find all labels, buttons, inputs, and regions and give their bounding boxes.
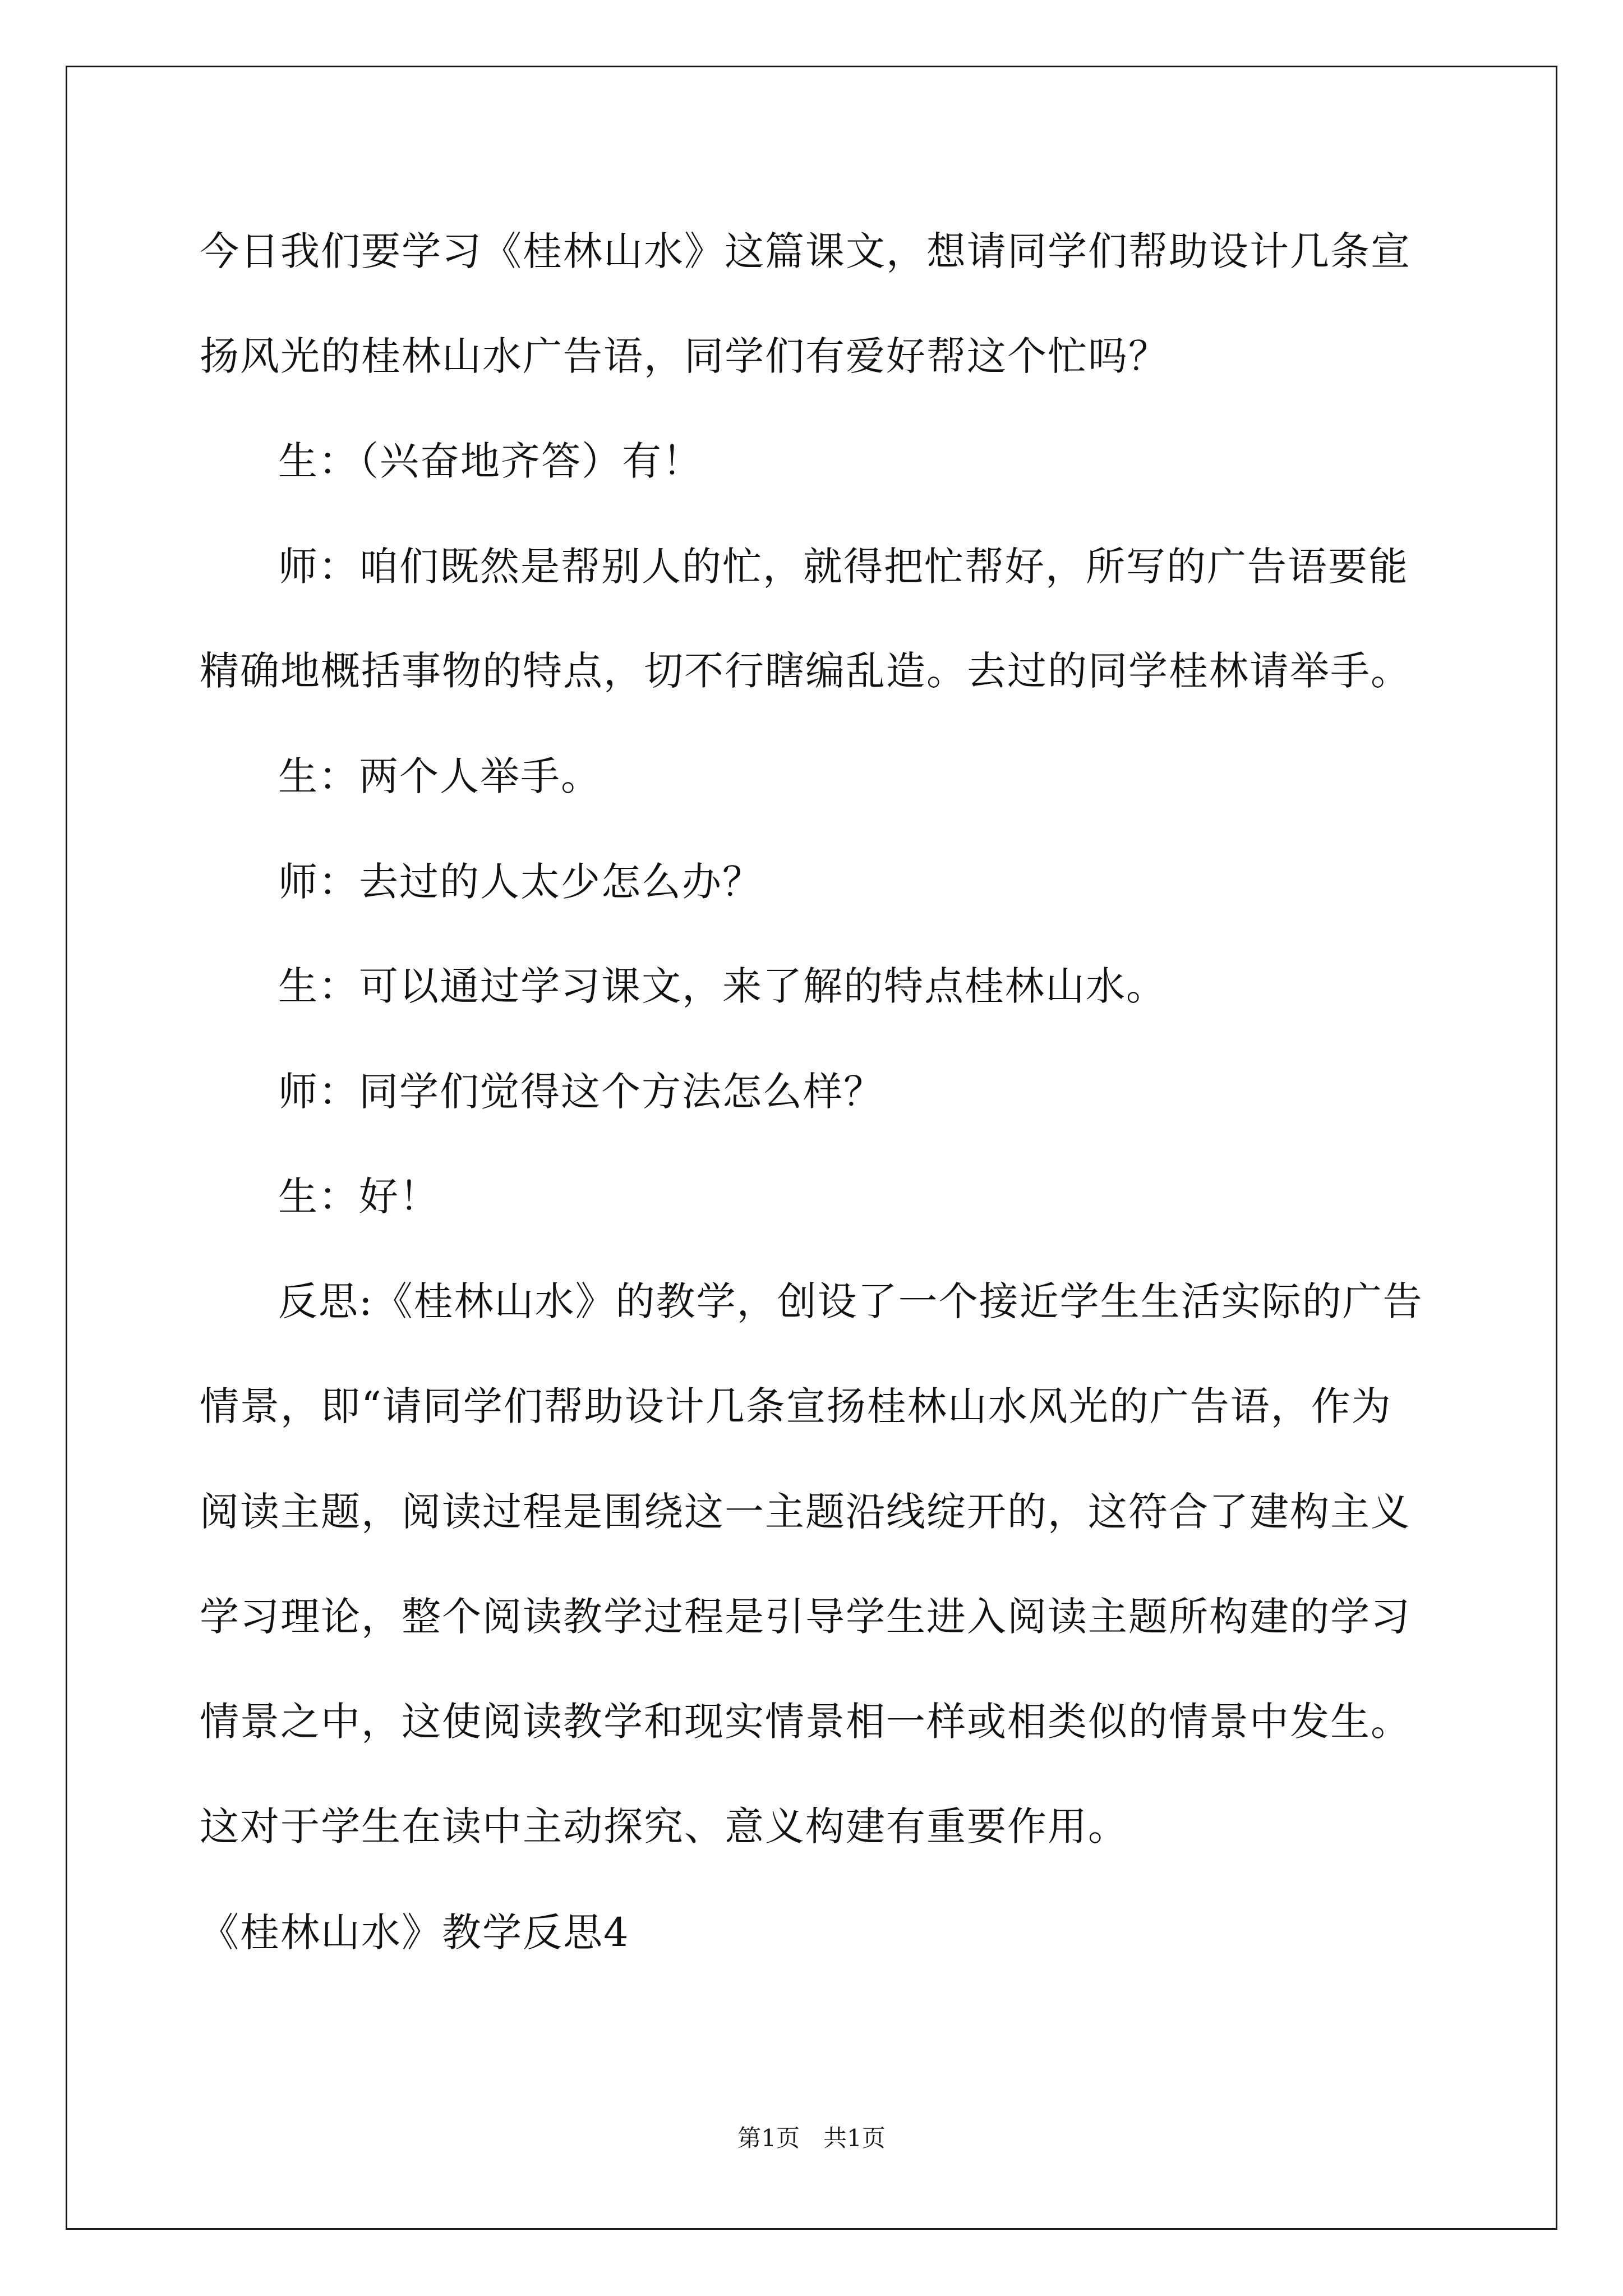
text-line: 扬风光的桂林山水广告语，同学们有爱好帮这个忙吗？ <box>200 333 1169 379</box>
reflection-line: 反思:《桂林山水》的教学，创设了一个接近学生生活实际的广告 <box>278 1278 1423 1324</box>
dialogue-line: 生：两个人举手。 <box>278 753 601 799</box>
text-line: 这对于学生在读中主动探究、意义构建有重要作用。 <box>200 1803 1128 1849</box>
section-heading: 《桂林山水》教学反思4 <box>200 1910 630 1955</box>
text-line: 情景，即“请同学们帮助设计几条宣扬桂林山水风光的广告语，作为 <box>200 1383 1392 1429</box>
dialogue-line: 师：同学们觉得这个方法怎么样？ <box>278 1069 884 1115</box>
dialogue-line: 师：咱们既然是帮别人的忙，就得把忙帮好，所写的广告语要能 <box>278 544 1409 590</box>
dialogue-line: 生：可以通过学习课文，来了解的特点桂林山水。 <box>278 963 1166 1009</box>
dialogue-line: 师：去过的人太少怎么办？ <box>278 859 763 905</box>
text-line: 学习理论，整个阅读教学过程是引导学生进入阅读主题所构建的学习 <box>200 1594 1411 1640</box>
dialogue-line: 生：（兴奋地齐答）有！ <box>278 438 703 484</box>
text-line: 情景之中，这使阅读教学和现实情景相一样或相类似的情景中发生。 <box>200 1699 1411 1745</box>
dialogue-line: 生：好！ <box>278 1174 440 1220</box>
text-line: 今日我们要学习《桂林山水》这篇课文，想请同学们帮助设计几条宣 <box>200 228 1411 274</box>
text-line: 阅读主题，阅读过程是围绕这一主题沿线绽开的，这符合了建构主义 <box>200 1489 1411 1535</box>
text-line: 精确地概括事物的特点，切不行瞎编乱造。去过的同学桂林请举手。 <box>200 648 1411 694</box>
page-footer: 第1页 共1页 <box>737 2124 886 2152</box>
